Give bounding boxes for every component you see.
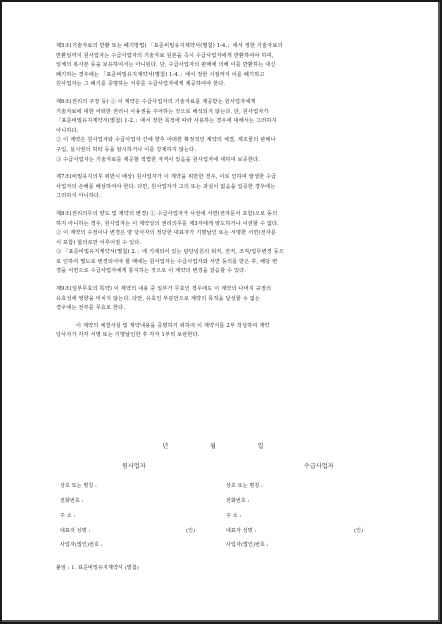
article-7-line: 그러하지 아니하다. xyxy=(56,193,101,200)
article-6 xyxy=(56,98,390,165)
article-8-line: ③ 「표준비밀유지계약서(별첨) 2.」에 기재되어 있는 담당임원의 퇴직, 전직, 조직/업무변경 등으 xyxy=(56,249,284,256)
right-seal-mark: (인) xyxy=(354,528,364,534)
article-8-line: ② 이 계약의 수정이나 변경은 양 당사자의 정당한 대표자가 기명날인 또는 서명한 서면(전자문 xyxy=(56,230,277,237)
article-9-line: 경우에는 전부를 무효로 한다. xyxy=(56,305,126,312)
article-5-line: 폐기하는 경우에는 「표준비밀유지계약서(별첨) 1-4.」에서 정한 시점까지 이를 폐기하고 xyxy=(56,71,265,78)
article-5 xyxy=(56,42,390,90)
article-6-line: 「표준비밀유지계약서(별첨) 1-2.」에서 정한 목적에 따라 사용하는 경우에 대해서는 그러하지 xyxy=(56,118,277,125)
article-5-line: 원사업자는 그 폐기를 증명하는 서류를 수급사업자에게 제공하여야 한다. xyxy=(56,81,226,88)
right-company-name-label: 상호 또는 명칭 : xyxy=(226,483,263,489)
right-representative-label: 대표자 성명 : xyxy=(226,528,257,534)
article-5-line: 일체의 복사본 등을 보유하여서는 아니된다. 단, 수급사업자의 판매에 의해 이를 반환하는 대신 xyxy=(56,62,276,69)
article-8-line: 하지 아니하는 경우, 원사업자는 이 계약상의 권리의무를 제3자에게 양도하거나 이전할 수 없다. xyxy=(56,220,279,227)
closing-statement xyxy=(56,322,390,341)
principal-contractor-title: 원사업자 xyxy=(122,463,146,470)
article-9-line: 제9조(일부무효의 특약) 이 계약의 내용 중 일부가 무효인 경우에도 이 계약의 나머지 규정의 xyxy=(56,286,272,293)
left-phone-label: 전화번호 : xyxy=(60,498,84,504)
article-8-line: 로 인하여 별도로 변경되어야 할 때에는 원사업자는 수급사업자와 서면 동의를 받은 후, 해당 변 xyxy=(56,258,278,265)
article-6-line: 제6조(권리의 주장 등) ① 이 계약은 수급사업자의 기술자료를 제공받는 원사업자에게 xyxy=(56,98,256,105)
attachment-note: 붙임 : 1. 표준비밀유지계약서 (별첨) xyxy=(56,565,139,571)
closing-line: 당사자가 각각 서명 또는 기명날인한 후 각자 1부씩 보관한다. xyxy=(56,332,200,339)
article-7-line: 사업자의 손해를 배상하여야 한다. 다만, 원사업자가 고의 또는 과실이 없음을 입증한 경우에는 xyxy=(56,183,276,190)
article-8-line: 제8조(권리의무의 양도 및 계약의 변경) ① 수급사업자가 사전에 서면(전자문서 포함)으로 동의 xyxy=(56,210,278,217)
article-6-line: 아니하다. xyxy=(56,127,79,134)
article-6-line: 구입, 실시권의 허락 등을 암시하거나 이를 강제하지 않는다. xyxy=(56,146,197,153)
left-business-number-label: 사업자(법인)번호 : xyxy=(60,542,103,548)
article-5-line: 제5조(기술자료의 반환 또는 폐기방법) 「표준비밀유지계약서(별첨) 1-4.」에서 정한 기술자료의 xyxy=(56,43,283,49)
right-business-number-label: 사업자(법인)번호 : xyxy=(226,542,269,548)
article-9 xyxy=(56,285,390,314)
article-8-line: 경을 서면으로 수급사업자에게 통지하는 것으로 이 계약의 변경을 갈음할 수 있다. xyxy=(56,268,247,275)
left-address-label: 주 소 : xyxy=(60,513,76,519)
contract-date: 년 월 일 xyxy=(162,443,284,450)
left-seal-mark: (인) xyxy=(186,528,196,534)
left-representative-label: 대표자 성명 : xyxy=(60,528,91,534)
left-company-name-label: 상호 또는 명칭 : xyxy=(60,483,97,489)
article-6-line: 기술자료에 대한 어떠한 권리나 사용권을 주어하는 것으로 해석되지 않는다. 단, 원사업자가 xyxy=(56,108,269,115)
closing-line: 이 계약의 체결사실 및 계약내용을 증명하기 위하여 이 계약서를 2부 작성하여 계약 xyxy=(76,322,270,329)
article-7-line: 제7조(비밀유지의무 위반시 배상) 원사업자가 이 계약을 위반한 경우, 이로 인하여 발생한 수급 xyxy=(56,174,277,181)
article-8 xyxy=(56,210,390,277)
contract-body xyxy=(56,42,390,571)
article-9-line: 유효성에 영향을 미치지 않는다. 다만, 유효인 부분만으로 계약의 목적을 달성할 수 없는 xyxy=(56,295,261,302)
article-7 xyxy=(56,173,390,202)
article-6-line: ② 이 계약은 원사업자와 수급사업자 간에 향후 어떠한 확정적인 계약의 체결, 제조물의 판매나 xyxy=(56,137,276,144)
article-5-line: 반환일까지 원사업자는 수급사업자의 기술자료 원본을 즉시 수급사업자에게 반환하여야 하며, xyxy=(56,52,274,59)
article-6-line: ③ 수급사업자는 기술자료를 제공할 적법한 자격이 있음을 원사업자에 대하여 보증한다. xyxy=(56,156,260,163)
subcontractor-title: 수급사업자 xyxy=(304,463,334,470)
article-8-line: 서 포함) 합의로만 이루어질 수 있다. xyxy=(56,239,142,246)
right-phone-label: 전화번호 : xyxy=(226,498,250,504)
right-address-label: 주 소 : xyxy=(226,513,242,519)
